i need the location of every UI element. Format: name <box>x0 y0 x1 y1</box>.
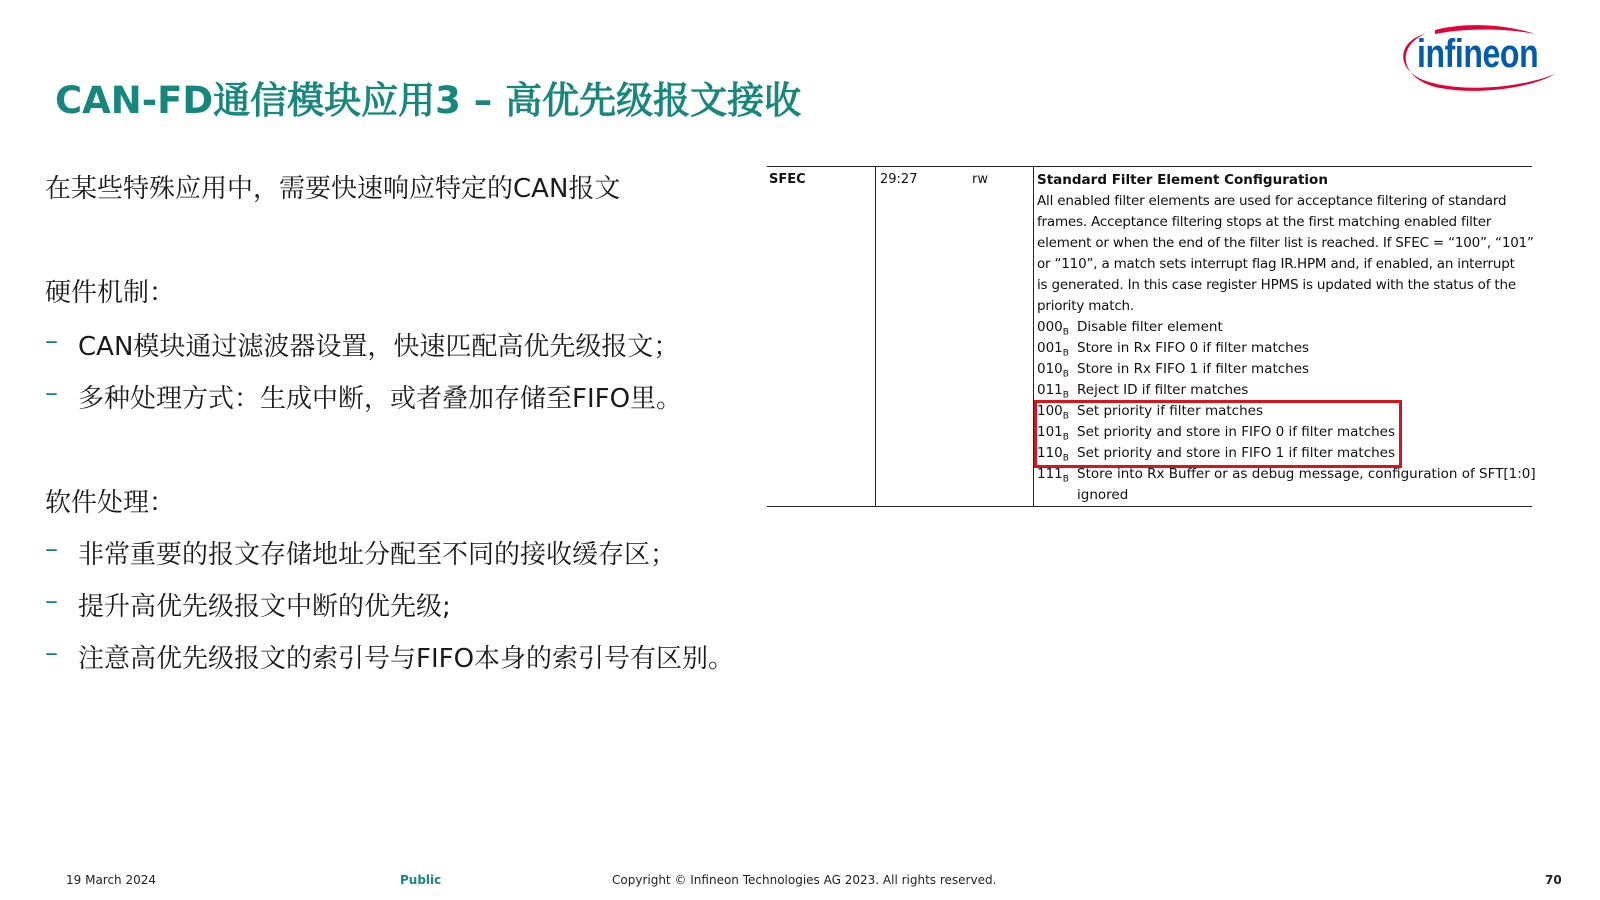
software-heading: 软件处理： <box>45 488 176 518</box>
option-row <box>1037 466 1536 485</box>
software-item-3: 注意高优先级报文的索引号与FIFO本身的索引号有区别。 <box>78 644 735 674</box>
hardware-heading: 硬件机制： <box>45 278 176 308</box>
description-line: priority match. <box>1037 298 1134 314</box>
option-code: 111 <box>1037 466 1063 482</box>
field-name: SFEC <box>769 172 806 187</box>
option-code-suffix: B <box>1062 432 1069 443</box>
option-text: Reject ID if filter matches <box>1077 382 1249 398</box>
option-code-suffix: B <box>1062 390 1069 401</box>
footer-classification: Public <box>400 873 442 887</box>
option-text: Set priority and store in FIFO 0 if filter matches <box>1077 424 1396 440</box>
option-text: Disable filter element <box>1077 319 1223 335</box>
description-line: is generated. In this case register HPMS is updated with the status of the <box>1037 277 1516 293</box>
option-text: Set priority and store in FIFO 1 if filter matches <box>1077 445 1396 461</box>
priority-options-highlight <box>1034 400 1402 468</box>
option-row <box>1037 382 1248 401</box>
option-row <box>1037 319 1223 338</box>
bullet-dash: – <box>45 326 58 356</box>
footer-page-number: 70 <box>1545 873 1562 887</box>
option-code-suffix: B <box>1062 369 1069 380</box>
intro-text: 在某些特殊应用中，需要快速响应特定的CAN报文 <box>45 174 621 204</box>
option-code-suffix: B <box>1062 327 1069 338</box>
bullet-dash: – <box>45 638 58 668</box>
description-line: frames. Acceptance filtering stops at the first matching enabled filter <box>1037 214 1492 230</box>
option-text: Store in Rx FIFO 1 if filter matches <box>1077 361 1310 377</box>
hardware-item-1: CAN模块通过滤波器设置，快速匹配高优先级报文； <box>78 332 680 362</box>
software-item-1: 非常重要的报文存储地址分配至不同的接收缓存区； <box>78 540 677 570</box>
logo-wordmark: infineon <box>1417 32 1539 76</box>
table-bottom-rule <box>767 506 1532 507</box>
option-code: 110 <box>1037 445 1063 461</box>
description-line: or “110”, a match sets interrupt flag IR.HPM and, if enabled, an interrupt <box>1037 256 1515 272</box>
table-divider <box>875 166 876 507</box>
infineon-logo <box>1395 22 1570 100</box>
option-code: 010 <box>1037 361 1063 377</box>
slide-title: CAN-FD通信模块应用3 – 高优先级报文接收 <box>55 79 802 122</box>
bullet-dash: – <box>45 586 58 616</box>
option-text: Store in Rx FIFO 0 if filter matches <box>1077 340 1310 356</box>
option-code: 101 <box>1037 424 1063 440</box>
option-code-suffix: B <box>1062 411 1069 422</box>
field-bits: 29:27 <box>880 172 918 187</box>
option-code-suffix: B <box>1062 474 1069 485</box>
option-code-suffix: B <box>1062 453 1069 464</box>
option-row <box>1037 361 1309 380</box>
option-continuation: ignored <box>1077 487 1129 503</box>
description-line: element or when the end of the filter list is reached. If SFEC = “100”, “101” <box>1037 235 1534 251</box>
bullet-dash: – <box>45 378 58 408</box>
hardware-item-2: 多种处理方式：生成中断，或者叠加存储至FIFO里。 <box>78 384 683 414</box>
option-code: 000 <box>1037 319 1063 335</box>
description-line: All enabled filter elements are used for acceptance filtering of standard <box>1037 193 1507 209</box>
footer-date: 19 March 2024 <box>66 873 157 887</box>
option-code: 100 <box>1037 403 1063 419</box>
register-table <box>767 166 1536 507</box>
footer-copyright: Copyright © Infineon Technologies AG 2023. All rights reserved. <box>612 873 997 887</box>
field-description-heading: Standard Filter Element Configuration <box>1037 172 1328 188</box>
table-top-rule <box>767 166 1532 167</box>
bullet-dash: – <box>45 534 58 564</box>
option-code: 001 <box>1037 340 1063 356</box>
option-row <box>1037 340 1309 359</box>
option-row <box>1037 487 1128 503</box>
option-code: 011 <box>1037 382 1063 398</box>
software-item-2: 提升高优先级报文中断的优先级; <box>78 592 451 622</box>
option-text: Store into Rx Buffer or as debug message, configuration of SFT[1:0] <box>1077 466 1536 482</box>
option-code-suffix: B <box>1062 348 1069 359</box>
field-access: rw <box>972 172 988 187</box>
option-text: Set priority if filter matches <box>1077 403 1263 419</box>
